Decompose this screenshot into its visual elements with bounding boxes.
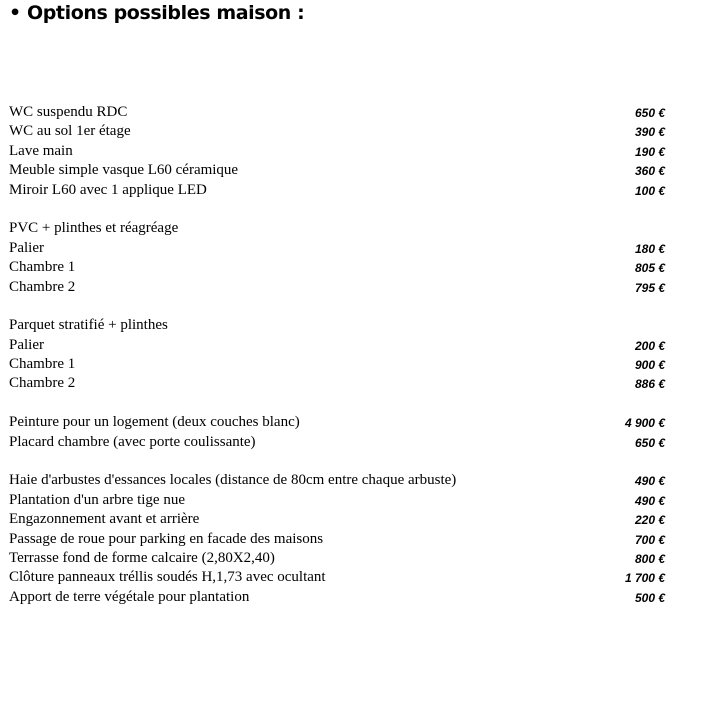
item-price: 180 € bbox=[634, 241, 665, 256]
item-price: 886 € bbox=[634, 377, 665, 392]
list-item bbox=[9, 121, 665, 140]
item-label: Apport de terre végétale pour plantation bbox=[9, 588, 250, 605]
section-spacer bbox=[9, 199, 665, 218]
item-price: 100 € bbox=[634, 183, 665, 198]
list-item bbox=[9, 102, 665, 121]
item-price: 795 € bbox=[634, 280, 665, 295]
list-item bbox=[9, 432, 665, 451]
item-label: Passage de roue pour parking en facade des maisons bbox=[9, 530, 324, 547]
list-item bbox=[9, 529, 665, 548]
item-price: 1 700 € bbox=[624, 571, 665, 586]
list-item bbox=[9, 180, 665, 199]
item-label: Lave main bbox=[9, 142, 73, 159]
section-heading: Parquet stratifié + plinthes bbox=[9, 317, 168, 334]
list-item bbox=[9, 354, 665, 373]
item-label: Placard chambre (avec porte coulissante) bbox=[9, 433, 256, 450]
item-label: Haie d'arbustes d'essances locales (distance de 80cm entre chaque arbuste) bbox=[9, 472, 457, 489]
item-label: Peinture pour un logement (deux couches blanc) bbox=[9, 414, 300, 431]
item-price: 500 € bbox=[634, 590, 665, 605]
list-item bbox=[9, 567, 665, 586]
item-label: Engazonnement avant et arrière bbox=[9, 511, 200, 528]
section-spacer bbox=[9, 393, 665, 412]
item-price: 900 € bbox=[634, 358, 665, 373]
item-price: 190 € bbox=[634, 144, 665, 159]
item-price: 490 € bbox=[634, 474, 665, 489]
list-item bbox=[9, 257, 665, 276]
item-label: Meuble simple vasque L60 céramique bbox=[9, 162, 239, 179]
page-title: • Options possibles maison : bbox=[9, 2, 305, 24]
item-price: 800 € bbox=[634, 551, 665, 566]
section-spacer bbox=[9, 451, 665, 470]
item-label: Chambre 1 bbox=[9, 259, 76, 276]
item-price: 700 € bbox=[634, 532, 665, 547]
list-item bbox=[9, 548, 665, 567]
list-item bbox=[9, 238, 665, 257]
list-item bbox=[9, 470, 665, 489]
item-price: 650 € bbox=[634, 106, 665, 120]
list-item bbox=[9, 490, 665, 509]
item-label: Palier bbox=[9, 336, 44, 353]
options-list bbox=[9, 102, 665, 606]
list-item bbox=[9, 160, 665, 179]
item-price: 805 € bbox=[634, 261, 665, 276]
item-label: Clôture panneaux tréllis soudés H,1,73 avec ocultant bbox=[9, 569, 326, 586]
list-item bbox=[9, 373, 665, 392]
list-item bbox=[9, 412, 665, 431]
item-price: 220 € bbox=[634, 513, 665, 528]
item-label: WC suspendu RDC bbox=[9, 104, 128, 120]
item-label: WC au sol 1er étage bbox=[9, 123, 131, 140]
item-price: 4 900 € bbox=[624, 416, 665, 431]
item-label: Chambre 2 bbox=[9, 375, 76, 392]
item-price: 650 € bbox=[634, 435, 665, 450]
list-item bbox=[9, 335, 665, 354]
list-item bbox=[9, 315, 665, 334]
list-item bbox=[9, 277, 665, 296]
item-label: Chambre 2 bbox=[9, 278, 76, 295]
list-item bbox=[9, 218, 665, 237]
item-price: 360 € bbox=[634, 164, 665, 179]
section-heading: PVC + plinthes et réagréage bbox=[9, 220, 179, 237]
item-price: 490 € bbox=[634, 493, 665, 508]
item-price: 200 € bbox=[634, 338, 665, 353]
item-label: Plantation d'un arbre tige nue bbox=[9, 491, 185, 508]
item-label: Palier bbox=[9, 239, 44, 256]
list-item bbox=[9, 509, 665, 528]
list-item bbox=[9, 141, 665, 160]
item-label: Terrasse fond de forme calcaire (2,80X2,40) bbox=[9, 549, 275, 566]
item-label: Miroir L60 avec 1 applique LED bbox=[9, 181, 207, 198]
item-price: 390 € bbox=[634, 125, 665, 140]
section-spacer bbox=[9, 296, 665, 315]
list-item bbox=[9, 587, 665, 606]
item-label: Chambre 1 bbox=[9, 356, 76, 373]
